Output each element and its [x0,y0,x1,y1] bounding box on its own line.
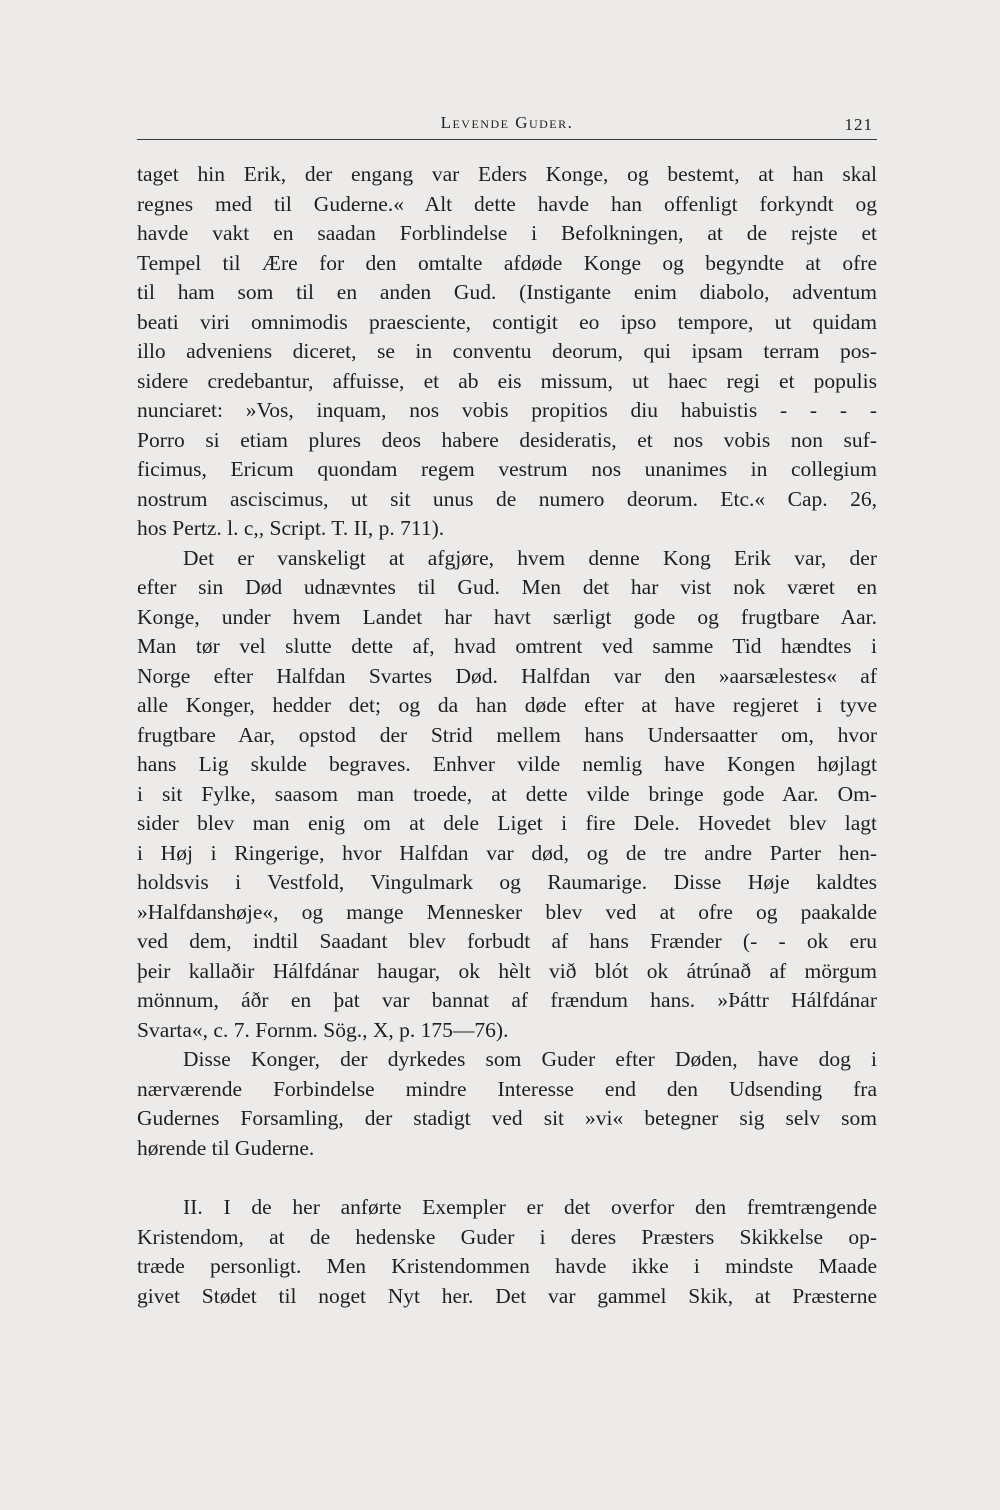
text-line: hans Lig skulde begraves. Enhver vilde nemlig have Kongen højlagt [137,752,877,776]
text-line: Man tør vel slutte dette af, hvad omtrent ved samme Tid hændtes i [137,634,877,658]
text-line: ved dem, indtil Saadant blev forbudt af hans Frænder (- - ok eru [137,929,877,953]
text-line: alle Konger, hedder det; og da han døde efter at have regjeret i tyve [137,693,877,717]
text-line: nunciaret: »Vos, inquam, nos vobis propitios diu habuistis - - - - [137,398,877,422]
text-line: træde personligt. Men Kristendommen havde ikke i mindste Maade [137,1254,877,1278]
text-line: nostrum asciscimus, ut sit unus de numero deorum. Etc.« Cap. 26, [137,486,877,511]
text-line: hørende til Guderne. [137,1135,315,1160]
text-line: ficimus, Ericum quondam regem vestrum nos unanimes in collegium [137,457,877,481]
text-line: sidere credebantur, affuisse, et ab eis missum, ut haec regi et populis [137,368,877,393]
text-line: til ham som til en anden Gud. (Instigante enim diabolo, adventum [137,280,877,304]
text-line: Gudernes Forsamling, der stadigt ved sit »vi« betegner sig selv som [137,1106,877,1130]
text-line: havde vakt en saadan Forblindelse i Befolkningen, at de rejste et [137,221,877,245]
text-line: i Høj i Ringerige, hvor Halfdan var død, og de tre andre Parter hen- [137,840,877,865]
text-line: Norge efter Halfdan Svartes Død. Halfdan var den »aarsælestes« af [137,663,877,688]
text-line: »Halfdanshøje«, og mange Mennesker blev ved at ofre og paakalde [137,899,877,924]
text-line: beati viri omnimodis praesciente, contigit eo ipso tempore, ut quidam [137,309,877,334]
text-line: Porro si etiam plures deos habere desideratis, et nos vobis non suf- [137,427,877,452]
text-line: frugtbare Aar, opstod der Strid mellem hans Undersaatter om, hvor [137,722,877,747]
text-line: hos Pertz. l. c,, Script. T. II, p. 711). [137,516,445,540]
text-line: Disse Konger, der dyrkedes som Guder efter Døden, have dog i [183,1047,877,1071]
page-header [137,113,877,140]
text-line: efter sin Død udnævntes til Gud. Men det har vist nok været en [137,575,877,599]
text-line: taget hin Erik, der engang var Eders Konge, og bestemt, at han skal [137,162,877,186]
text-line: Det er vanskeligt at afgjøre, hvem denne Kong Erik var, der [183,545,877,570]
text-line: sider blev man enig om at dele Liget i fire Dele. Hovedet blev lagt [137,811,877,835]
page-number: 121 [844,115,873,134]
text-line: holdsvis i Vestfold, Vingulmark og Raumarige. Disse Høje kaldtes [137,870,877,894]
section-gap [137,1163,877,1193]
text-line: þeir kallaðir Hálfdánar haugar, ok hèlt við blót ok átrúnað af mörgum [137,958,877,983]
text-line: Kristendom, at de hedenske Guder i deres Præsters Skikkelse op- [137,1224,877,1249]
text-line: Konge, under hvem Landet har havt særligt gode og frugtbare Aar. [137,604,877,629]
text-line: Tempel til Ære for den omtalte afdøde Konge og begyndte at ofre [137,250,877,275]
text-line: i sit Fylke, saasom man troede, at dette vilde bringe gode Aar. Om- [137,781,877,806]
text-line: givet Stødet til noget Nyt her. Det var gammel Skik, at Præsterne [137,1283,877,1308]
body-text [137,160,877,1311]
text-line: mönnum, áðr en þat var bannat af frændum hans. »Þáttr Hálfdánar [137,988,877,1012]
text-line: Svarta«, c. 7. Fornm. Sög., X, p. 175—76). [137,1017,509,1042]
text-line: regnes med til Guderne.« Alt dette havde han offenligt forkyndt og [137,191,877,216]
running-title: Levende Guder. [440,113,574,132]
text-line: II. I de her anførte Exempler er det overfor den fremtrængende [183,1195,877,1219]
text-line: nærværende Forbindelse mindre Interesse end den Udsending fra [137,1076,877,1101]
text-line: illo adveniens diceret, se in conventu deorum, qui ipsam terram pos- [137,339,877,363]
